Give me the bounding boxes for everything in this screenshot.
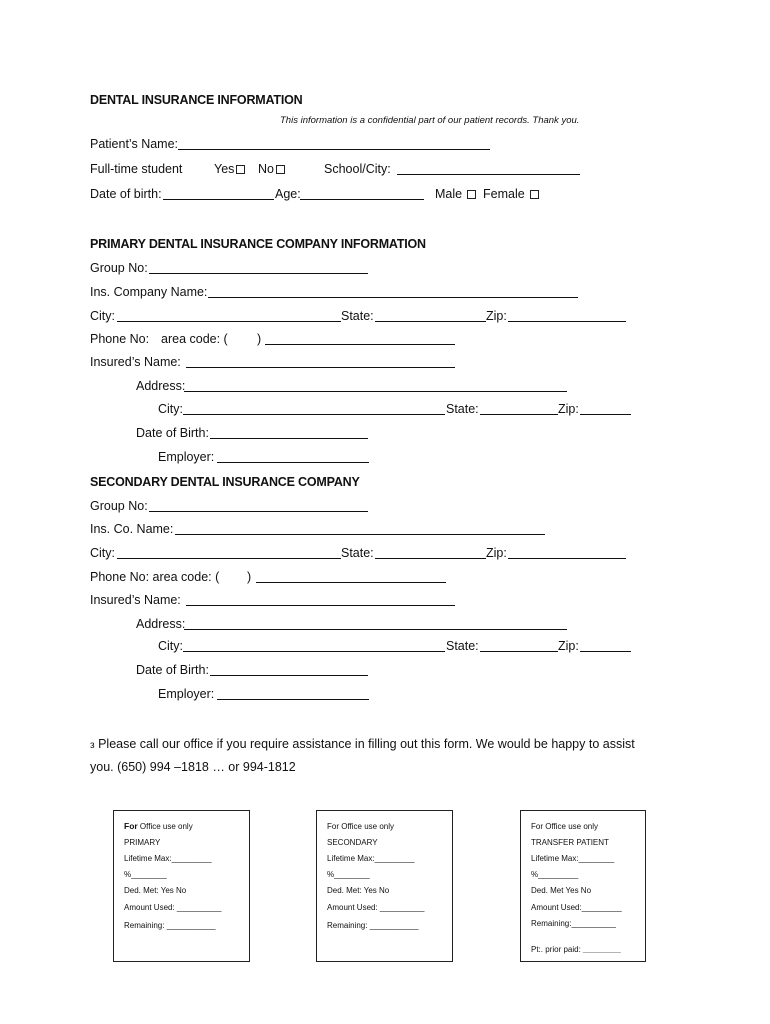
secondary-insured-dob-field[interactable]: [210, 675, 368, 676]
patient-name-field[interactable]: [178, 149, 490, 150]
office-box-amount: Amount Used: __________: [327, 903, 425, 912]
office-box-percent: %________: [124, 870, 167, 879]
office-box-transfer: [520, 810, 646, 962]
male-label: Male: [435, 187, 463, 201]
primary-phone-label: Phone No:: [90, 332, 150, 346]
office-box-header: For Office use only: [327, 822, 394, 831]
primary-insured-city-label: City:: [158, 402, 183, 416]
primary-group-field[interactable]: [149, 273, 368, 274]
confidential-note: This information is a confidential part of our patient records. Thank you.: [280, 115, 580, 126]
primary-heading: PRIMARY DENTAL INSURANCE COMPANY INFORMATION: [90, 237, 426, 251]
office-box-header: For Office use only: [124, 821, 193, 831]
secondary-address-field[interactable]: [184, 629, 567, 630]
secondary-insured-label: Insured’s Name:: [90, 593, 181, 607]
primary-insured-field[interactable]: [186, 367, 455, 368]
secondary-insured-dob-label: Date of Birth:: [136, 663, 209, 677]
student-no-option[interactable]: [258, 162, 285, 176]
secondary-group-label: Group No:: [90, 499, 148, 513]
secondary-group-field[interactable]: [149, 511, 368, 512]
secondary-phone-field[interactable]: [256, 582, 446, 583]
secondary-insured-city-field[interactable]: [183, 651, 445, 652]
office-box-amount: Amount Used: __________: [124, 903, 222, 912]
secondary-insured-state-label: State:: [446, 639, 479, 653]
school-city-label: School/City:: [324, 162, 391, 176]
primary-insured-zip-label: Zip:: [558, 402, 579, 416]
student-no-label: No: [258, 162, 274, 176]
dob-field[interactable]: [163, 199, 274, 200]
secondary-heading: SECONDARY DENTAL INSURANCE COMPANY: [90, 475, 360, 489]
primary-insured-dob-field[interactable]: [210, 438, 368, 439]
primary-state-field[interactable]: [375, 321, 486, 322]
primary-insured-dob-label: Date of Birth:: [136, 426, 209, 440]
primary-insured-label: Insured’s Name:: [90, 355, 181, 369]
primary-city-field[interactable]: [117, 321, 341, 322]
primary-employer-label: Employer:: [158, 450, 215, 464]
assist-line-1: Please call our office if you require assistance in filling out this form. We would be happy to assist: [98, 737, 635, 751]
primary-city-label: City:: [90, 309, 115, 323]
primary-address-field[interactable]: [184, 391, 567, 392]
secondary-phone-label: Phone No: area code: (: [90, 570, 220, 584]
office-box-header: For Office use only: [531, 822, 598, 831]
office-box-percent: %_________: [531, 870, 579, 879]
secondary-zip-field[interactable]: [508, 558, 626, 559]
school-city-field[interactable]: [397, 174, 580, 175]
primary-state-label: State:: [341, 309, 374, 323]
office-box-ded: Ded. Met: Yes No: [327, 886, 390, 895]
secondary-employer-field[interactable]: [217, 699, 369, 700]
primary-company-field[interactable]: [208, 297, 578, 298]
primary-area-code-label: area code: (: [161, 332, 228, 346]
primary-employer-field[interactable]: [217, 462, 369, 463]
secondary-insured-zip-field[interactable]: [580, 651, 631, 652]
primary-company-label: Ins. Company Name:: [90, 285, 208, 299]
primary-zip-field[interactable]: [508, 321, 626, 322]
secondary-zip-label: Zip:: [486, 546, 507, 560]
female-option[interactable]: [483, 187, 539, 201]
primary-insured-state-label: State:: [446, 402, 479, 416]
student-yes-label: Yes: [214, 162, 235, 176]
office-box-prior-paid: Pt:. prior paid: ________: [531, 944, 621, 954]
male-checkbox[interactable]: [467, 190, 476, 199]
secondary-address-label: Address:: [136, 617, 186, 631]
patient-name-label: Patient’s Name:: [90, 137, 179, 151]
office-box-ded: Ded. Met: Yes No: [124, 886, 187, 895]
office-box-ded: Ded. Met Yes No: [531, 886, 592, 895]
age-field[interactable]: [300, 199, 424, 200]
assist-note: [90, 737, 635, 751]
assist-line-2: you. (650) 994 –1818 … or 994-1812: [90, 760, 296, 774]
dob-label: Date of birth:: [90, 187, 162, 201]
primary-address-label: Address:: [136, 379, 186, 393]
primary-paren-close: ): [257, 332, 262, 346]
office-box-primary: [113, 810, 250, 962]
age-label: Age:: [275, 187, 301, 201]
office-box-lifetime: Lifetime Max:_________: [327, 854, 415, 863]
secondary-city-field[interactable]: [117, 558, 341, 559]
office-box-type: TRANSFER PATIENT: [531, 838, 609, 847]
female-checkbox[interactable]: [530, 190, 539, 199]
primary-phone-field[interactable]: [265, 344, 455, 345]
primary-insured-city-field[interactable]: [183, 414, 445, 415]
secondary-paren-close: ): [247, 570, 252, 584]
page-title: DENTAL INSURANCE INFORMATION: [90, 93, 303, 107]
secondary-insured-state-field[interactable]: [480, 651, 558, 652]
primary-insured-zip-field[interactable]: [580, 414, 631, 415]
primary-group-label: Group No:: [90, 261, 148, 275]
office-box-remaining: Remaining: ___________: [327, 921, 419, 930]
secondary-state-field[interactable]: [375, 558, 486, 559]
secondary-employer-label: Employer:: [158, 687, 215, 701]
office-box-lifetime: Lifetime Max:_________: [124, 854, 212, 863]
primary-zip-label: Zip:: [486, 309, 507, 323]
secondary-company-label: Ins. Co. Name:: [90, 522, 174, 536]
bullet-icon: з: [90, 740, 95, 751]
office-box-percent: %________: [327, 870, 370, 879]
office-box-remaining: Remaining: ___________: [124, 921, 216, 930]
student-no-checkbox[interactable]: [276, 165, 285, 174]
secondary-insured-zip-label: Zip:: [558, 639, 579, 653]
office-box-remaining: Remaining:__________: [531, 919, 616, 928]
secondary-insured-field[interactable]: [186, 605, 455, 606]
student-yes-option[interactable]: [214, 162, 245, 176]
student-yes-checkbox[interactable]: [236, 165, 245, 174]
female-label: Female: [483, 187, 525, 201]
secondary-state-label: State:: [341, 546, 374, 560]
primary-insured-state-field[interactable]: [480, 414, 558, 415]
office-box-lifetime: Lifetime Max:________: [531, 854, 615, 863]
office-box-amount: Amount Used:_________: [531, 903, 622, 912]
office-box-type: PRIMARY: [124, 838, 161, 847]
secondary-city-label: City:: [90, 546, 115, 560]
male-option[interactable]: [435, 187, 476, 201]
office-box-secondary: [316, 810, 453, 962]
office-box-type: SECONDARY: [327, 838, 378, 847]
fulltime-student-label: Full-time student: [90, 162, 183, 176]
secondary-company-field[interactable]: [175, 534, 545, 535]
secondary-insured-city-label: City:: [158, 639, 183, 653]
